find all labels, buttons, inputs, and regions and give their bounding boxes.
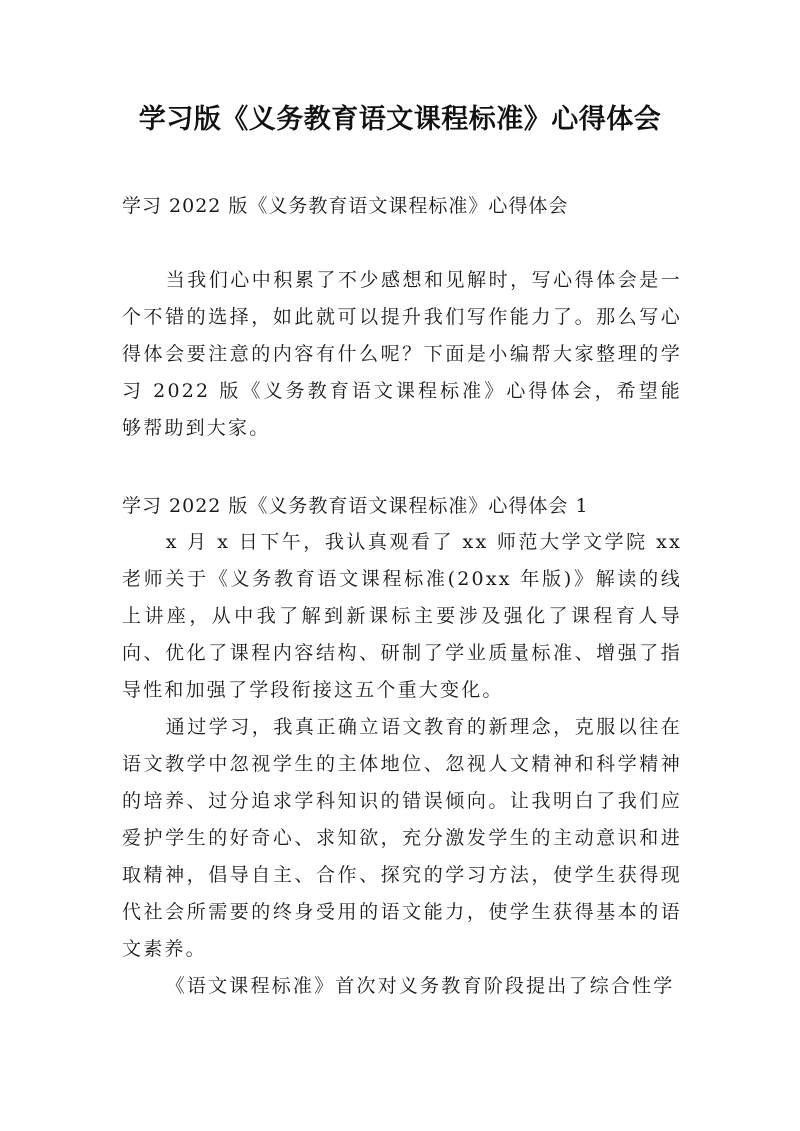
body-paragraph-1: x 月 x 日下午，我认真观看了 xx 师范大学文学院 xx 老师关于《义务教育语文课程标准(20xx 年版)》解读的线上讲座，从中我了解到新课标主要涉及强化了课程育人导向、优化了课程内容结构、研制了学业质量标准、增强了指导性和加强了学段衔接这五个重大变化。 — [122, 531, 682, 701]
body-paragraph-3: 《语文课程标准》首次对义务教育阶段提出了综合性学 — [165, 975, 675, 997]
section-heading: 学习 2022 版《义务教育语文课程标准》心得体会 1 — [122, 495, 589, 517]
document-subtitle: 学习 2022 版《义务教育语文课程标准》心得体会 — [122, 195, 569, 217]
intro-paragraph: 当我们心中积累了不少感想和见解时，写心得体会是一个不错的选择，如此就可以提升我们写作能力了。那么写心得体会要注意的内容有什么呢？下面是小编帮大家整理的学习 2022 版《义务教育语文课程标准》心得体会，希望能够帮助到大家。 — [122, 269, 682, 439]
body-paragraph-2: 通过学习，我真正确立语文教育的新理念，克服以往在语文教学中忽视学生的主体地位、忽视人文精神和科学精神的培养、过分追求学科知识的错误倾向。让我明白了我们应爱护学生的好奇心、求知欲，充分激发学生的主动意识和进取精神，倡导自主、合作、探究的学习方法，使学生获得现代社会所需要的终身受用的语文能力，使学生获得基本的语文素养。 — [122, 716, 682, 960]
document-title: 学习版《义务教育语文课程标准》心得体会 — [138, 104, 662, 135]
